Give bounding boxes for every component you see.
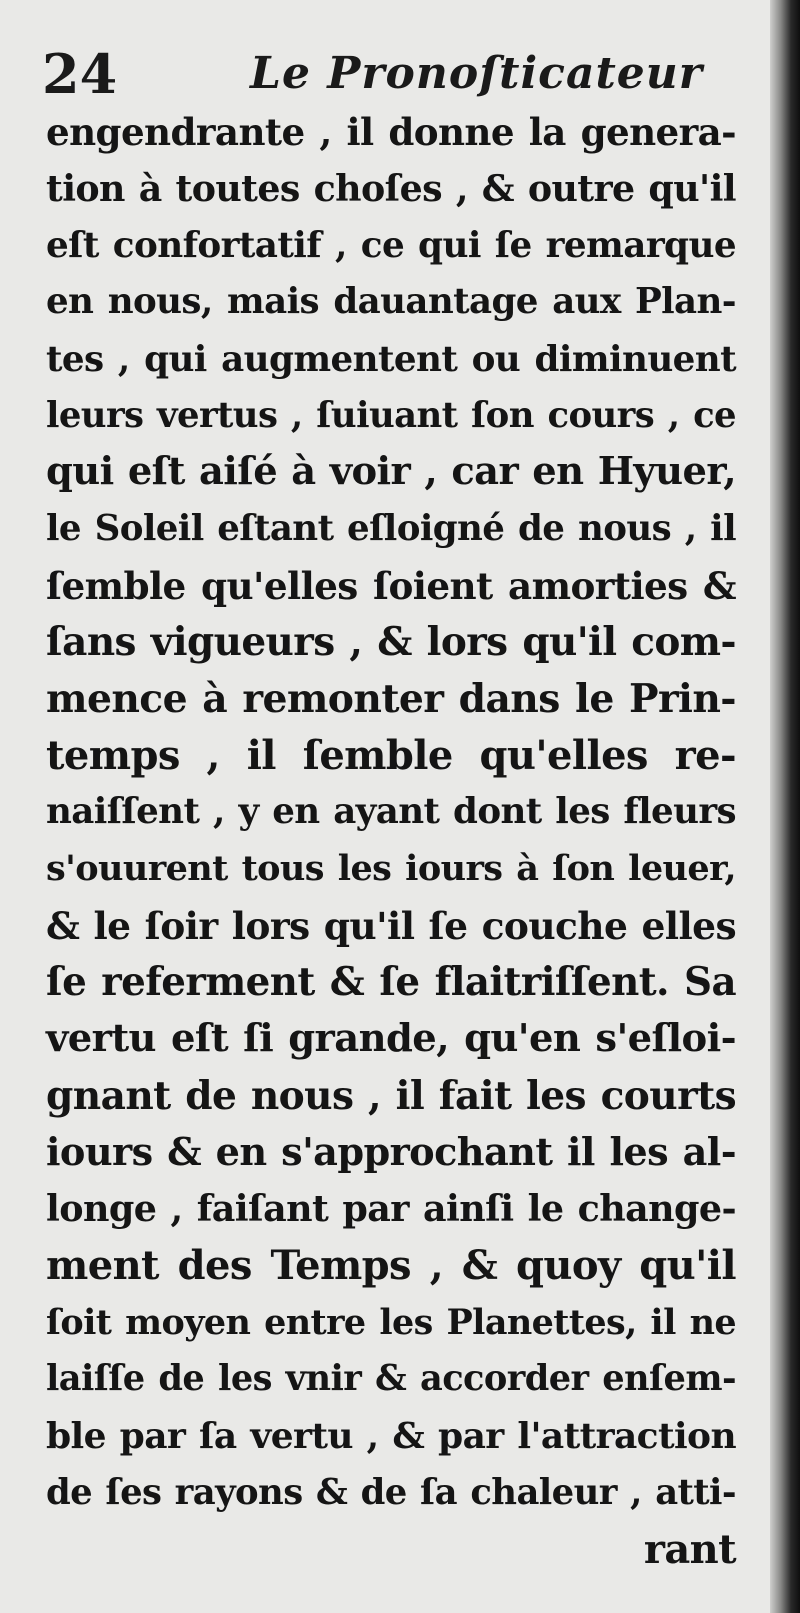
text-line: engendrante , il donne la genera- xyxy=(46,110,736,154)
text-line: s'ouurent tous les iours à ſon leuer, xyxy=(46,848,736,890)
book-gutter xyxy=(770,0,800,1613)
text-line: ſemble qu'elles ſoient amorties & xyxy=(46,563,736,608)
text-line: & le ſoir lors qu'il ſe couche elles xyxy=(46,903,736,948)
text-line: iours & en s'approchant il les al- xyxy=(46,1129,736,1175)
text-line: ble par ſa vertu , & par l'attraction xyxy=(46,1415,736,1458)
text-line: tion à toutes choſes , & outre qu'il xyxy=(46,166,736,210)
text-line: vertu eſt ſi grande, qu'en s'eſloi- xyxy=(46,1016,736,1062)
text-line: temps , il ſemble qu'elles re- xyxy=(46,731,736,779)
text-line: tes , qui augmentent ou diminuent xyxy=(46,337,736,380)
text-line: mence à remonter dans le Prin- xyxy=(46,676,736,723)
text-line: ſe referment & ſe flaitriſſent. Sa xyxy=(46,959,736,1005)
text-line: en nous, mais dauantage aux Plan- xyxy=(46,281,736,323)
text-line: leurs vertus , ſuiuant ſon cours , ce xyxy=(46,394,736,436)
page-header xyxy=(40,38,760,108)
page-number: 24 xyxy=(42,42,118,106)
text-line: longe , faiſant par ainſi le change- xyxy=(46,1187,736,1231)
text-line: qui eſt aiſé à voir , car en Hyuer, xyxy=(46,449,736,495)
catchword: rant xyxy=(643,1525,736,1573)
running-head: Le Pronoſticateur xyxy=(250,48,703,99)
text-line: ſans vigueurs , & lors qu'il com- xyxy=(46,619,736,666)
text-line: eſt confortatif , ce qui ſe remarque xyxy=(46,224,736,267)
text-line: naiſſent , y en ayant dont les fleurs xyxy=(46,791,736,833)
text-line: ment des Temps , & quoy qu'il xyxy=(46,1242,736,1290)
text-line: le Soleil eſtant eſloigné de nous , il xyxy=(46,507,736,549)
text-line: ſoit moyen entre les Planettes, il ne xyxy=(46,1301,736,1343)
text-line: de ſes rayons & de ſa chaleur , atti- xyxy=(46,1471,736,1513)
text-line: laiſſe de les vnir & accorder enſem- xyxy=(46,1358,736,1400)
text-line: gnant de nous , il fait les courts xyxy=(46,1072,736,1119)
body-text xyxy=(46,104,736,1578)
